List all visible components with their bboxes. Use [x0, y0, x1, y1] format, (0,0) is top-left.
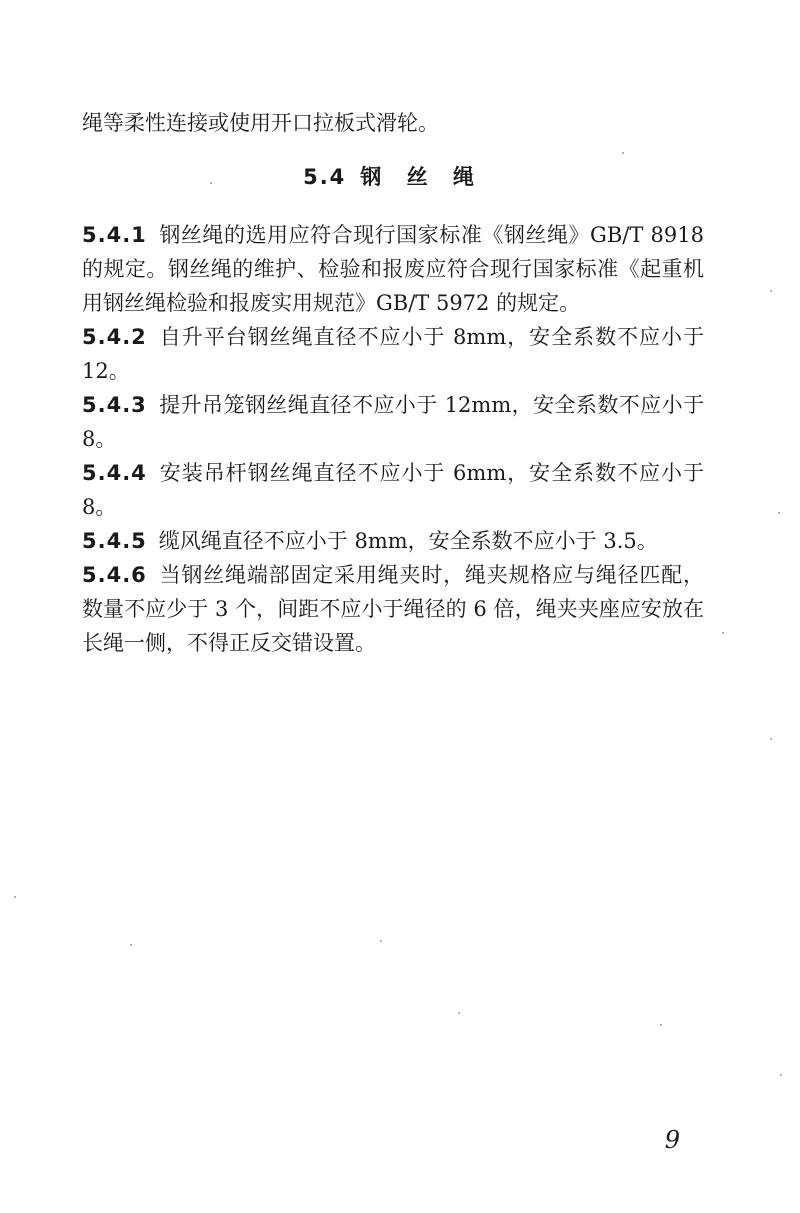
scan-speck — [778, 512, 780, 514]
clause-number: 5.4.6 — [82, 563, 147, 587]
clause-text: 安装吊杆钢丝绳直径不应小于 6mm，安全系数不应小于 8。 — [82, 461, 704, 519]
scan-speck — [722, 632, 724, 634]
clause-text: 提升吊笼钢丝绳直径不应小于 12mm，安全系数不应小于 8。 — [82, 393, 704, 451]
scan-speck — [130, 944, 132, 946]
clause-5-4-6 — [82, 558, 704, 660]
clause-number: 5.4.3 — [82, 393, 147, 417]
scan-speck — [210, 182, 212, 184]
continuation-line: 绳等柔性连接或使用开口拉板式滑轮。 — [82, 111, 439, 135]
section-title: 钢 丝 绳 — [360, 165, 483, 189]
clause-5-4-1 — [82, 218, 704, 320]
page-body — [82, 106, 704, 660]
page-number: 9 — [664, 1126, 680, 1154]
clause-text: 缆风绳直径不应小于 8mm，安全系数不应小于 3.5。 — [158, 529, 658, 553]
clause-text: 当钢丝绳端部固定采用绳夹时，绳夹规格应与绳径匹配，数量不应少于 3 个，间距不应小于绳径的 6 倍，绳夹夹座应安放在长绳一侧，不得正反交错设置。 — [82, 563, 704, 655]
clause-text: 钢丝绳的选用应符合现行国家标准《钢丝绳》GB/T 8918的规定。钢丝绳的维护、检验和报废应符合现行国家标准《起重机用钢丝绳检验和报废实用规范》GB/T 5972 的规定。 — [82, 223, 704, 315]
clause-5-4-5 — [82, 524, 704, 558]
scan-speck — [458, 1012, 460, 1014]
clause-5-4-4 — [82, 456, 704, 524]
scan-speck — [380, 940, 382, 942]
section-heading — [82, 160, 704, 194]
scan-speck — [770, 738, 772, 740]
clause-number: 5.4.4 — [82, 461, 147, 485]
scan-speck — [14, 896, 16, 898]
clause-5-4-2 — [82, 320, 704, 388]
clause-text: 自升平台钢丝绳直径不应小于 8mm，安全系数不应小于 12。 — [82, 325, 704, 383]
clause-number: 5.4.5 — [82, 529, 147, 553]
scan-speck — [770, 290, 772, 292]
section-number: 5.4 — [303, 165, 347, 189]
clause-number: 5.4.1 — [82, 223, 147, 247]
scan-speck — [780, 1074, 782, 1076]
scan-speck — [660, 1024, 662, 1026]
clause-5-4-3 — [82, 388, 704, 456]
clause-number: 5.4.2 — [82, 325, 147, 349]
scan-speck — [622, 152, 624, 154]
